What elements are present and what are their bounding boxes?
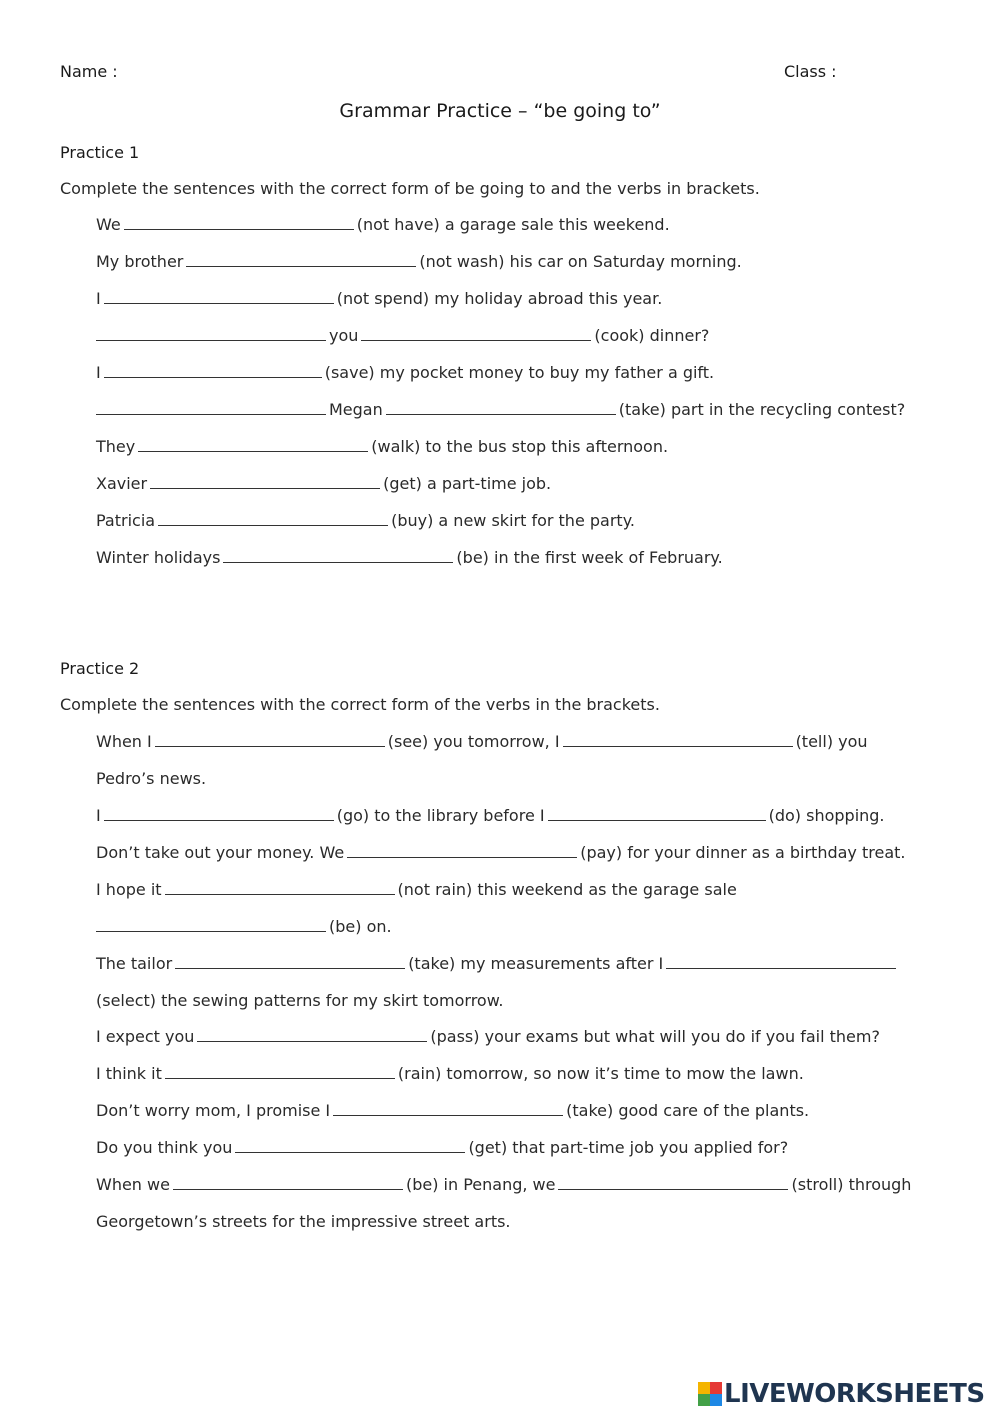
item-text: (see) you tomorrow, I <box>387 732 560 751</box>
item-text: (pay) for your dinner as a birthday treat. <box>580 843 906 862</box>
item-text: Winter holidays <box>96 548 221 567</box>
item-text: I <box>96 363 101 382</box>
p2-item-1-continuation: Pedro’s news. <box>96 769 207 788</box>
practice1-title: Practice 1 <box>60 143 140 162</box>
item-text: (be) in the first week of February. <box>456 548 723 567</box>
item-text: I think it <box>96 1064 162 1083</box>
answer-blank[interactable] <box>548 808 766 821</box>
answer-blank[interactable] <box>666 956 896 969</box>
answer-blank[interactable] <box>158 513 388 526</box>
item-text: I <box>96 806 101 825</box>
p2-item-10-continuation: Georgetown’s streets for the impressive street arts. <box>96 1212 511 1231</box>
p2-item-4-continuation <box>96 917 392 936</box>
item-text: They <box>96 437 136 456</box>
name-label: Name : <box>60 62 118 81</box>
answer-blank[interactable] <box>104 808 334 821</box>
answer-blank[interactable] <box>347 845 577 858</box>
answer-blank[interactable] <box>150 476 380 489</box>
liveworksheets-logo-text: LIVEWORKSHEETS <box>724 1379 985 1409</box>
item-text: (not have) a garage sale this weekend. <box>356 215 670 234</box>
answer-blank[interactable] <box>558 1177 788 1190</box>
item-text: Patricia <box>96 511 156 530</box>
class-label: Class : <box>784 62 837 81</box>
item-text: (not wash) his car on Saturday morning. <box>419 252 742 271</box>
answer-blank[interactable] <box>96 919 326 932</box>
item-text: (stroll) through <box>791 1175 912 1194</box>
item-text: (cook) dinner? <box>594 326 710 345</box>
worksheet-title: Grammar Practice – “be going to” <box>339 100 661 122</box>
item-text: (take) my measurements after I <box>408 954 664 973</box>
item-text: Do you think you <box>96 1138 233 1157</box>
logo-square <box>710 1382 722 1394</box>
practice2-instruction: Complete the sentences with the correct form of the verbs in the brackets. <box>60 695 660 714</box>
item-text: My brother <box>96 252 184 271</box>
item-text: We <box>96 215 121 234</box>
item-text: (take) good care of the plants. <box>566 1101 810 1120</box>
item-text: (not spend) my holiday abroad this year. <box>336 289 663 308</box>
answer-blank[interactable] <box>104 365 322 378</box>
item-text: (take) part in the recycling contest? <box>618 400 906 419</box>
answer-blank[interactable] <box>223 550 453 563</box>
answer-blank[interactable] <box>96 328 326 341</box>
answer-blank[interactable] <box>104 291 334 304</box>
answer-blank[interactable] <box>124 217 354 230</box>
item-text: (be) in Penang, we <box>405 1175 556 1194</box>
item-text: Don’t worry mom, I promise I <box>96 1101 331 1120</box>
item-text: (buy) a new skirt for the party. <box>391 511 635 530</box>
answer-blank[interactable] <box>175 956 405 969</box>
answer-blank[interactable] <box>186 254 416 267</box>
item-text: When we <box>96 1175 170 1194</box>
item-text: you <box>329 326 359 345</box>
item-text: (do) shopping. <box>768 806 885 825</box>
logo-square <box>710 1394 722 1406</box>
item-text: I hope it <box>96 880 162 899</box>
item-text: I expect you <box>96 1027 195 1046</box>
practice2-title: Practice 2 <box>60 659 140 678</box>
item-text: (not rain) this weekend as the garage sale <box>397 880 737 899</box>
item-text: (tell) you <box>795 732 868 751</box>
liveworksheets-logo-icon <box>698 1382 722 1406</box>
item-text: When I <box>96 732 152 751</box>
item-text: (walk) to the bus stop this afternoon. <box>371 437 669 456</box>
answer-blank[interactable] <box>386 402 616 415</box>
answer-blank[interactable] <box>165 882 395 895</box>
answer-blank[interactable] <box>138 439 368 452</box>
answer-blank[interactable] <box>96 402 326 415</box>
answer-blank[interactable] <box>361 328 591 341</box>
item-text: Xavier <box>96 474 148 493</box>
item-text: I <box>96 289 101 308</box>
item-text: (rain) tomorrow, so now it’s time to mow the lawn. <box>397 1064 804 1083</box>
liveworksheets-logo[interactable] <box>698 1378 985 1410</box>
item-text: The tailor <box>96 954 173 973</box>
item-text: (be) on. <box>329 917 392 936</box>
practice1-instruction: Complete the sentences with the correct form of be going to and the verbs in brackets. <box>60 179 760 198</box>
logo-square <box>698 1394 710 1406</box>
p2-item-5-continuation: (select) the sewing patterns for my skirt tomorrow. <box>96 991 504 1010</box>
item-text: (save) my pocket money to buy my father a gift. <box>324 363 715 382</box>
answer-blank[interactable] <box>155 734 385 747</box>
item-text: (get) that part-time job you applied for? <box>468 1138 789 1157</box>
item-text: (pass) your exams but what will you do if you fail them? <box>430 1027 880 1046</box>
item-text: Don’t take out your money. We <box>96 843 345 862</box>
answer-blank[interactable] <box>173 1177 403 1190</box>
logo-square <box>698 1382 710 1394</box>
item-text: Megan <box>329 400 383 419</box>
item-text: (go) to the library before I <box>336 806 545 825</box>
answer-blank[interactable] <box>235 1140 465 1153</box>
answer-blank[interactable] <box>333 1103 563 1116</box>
answer-blank[interactable] <box>165 1066 395 1079</box>
answer-blank[interactable] <box>563 734 793 747</box>
item-text: (get) a part-time job. <box>383 474 552 493</box>
answer-blank[interactable] <box>197 1029 427 1042</box>
